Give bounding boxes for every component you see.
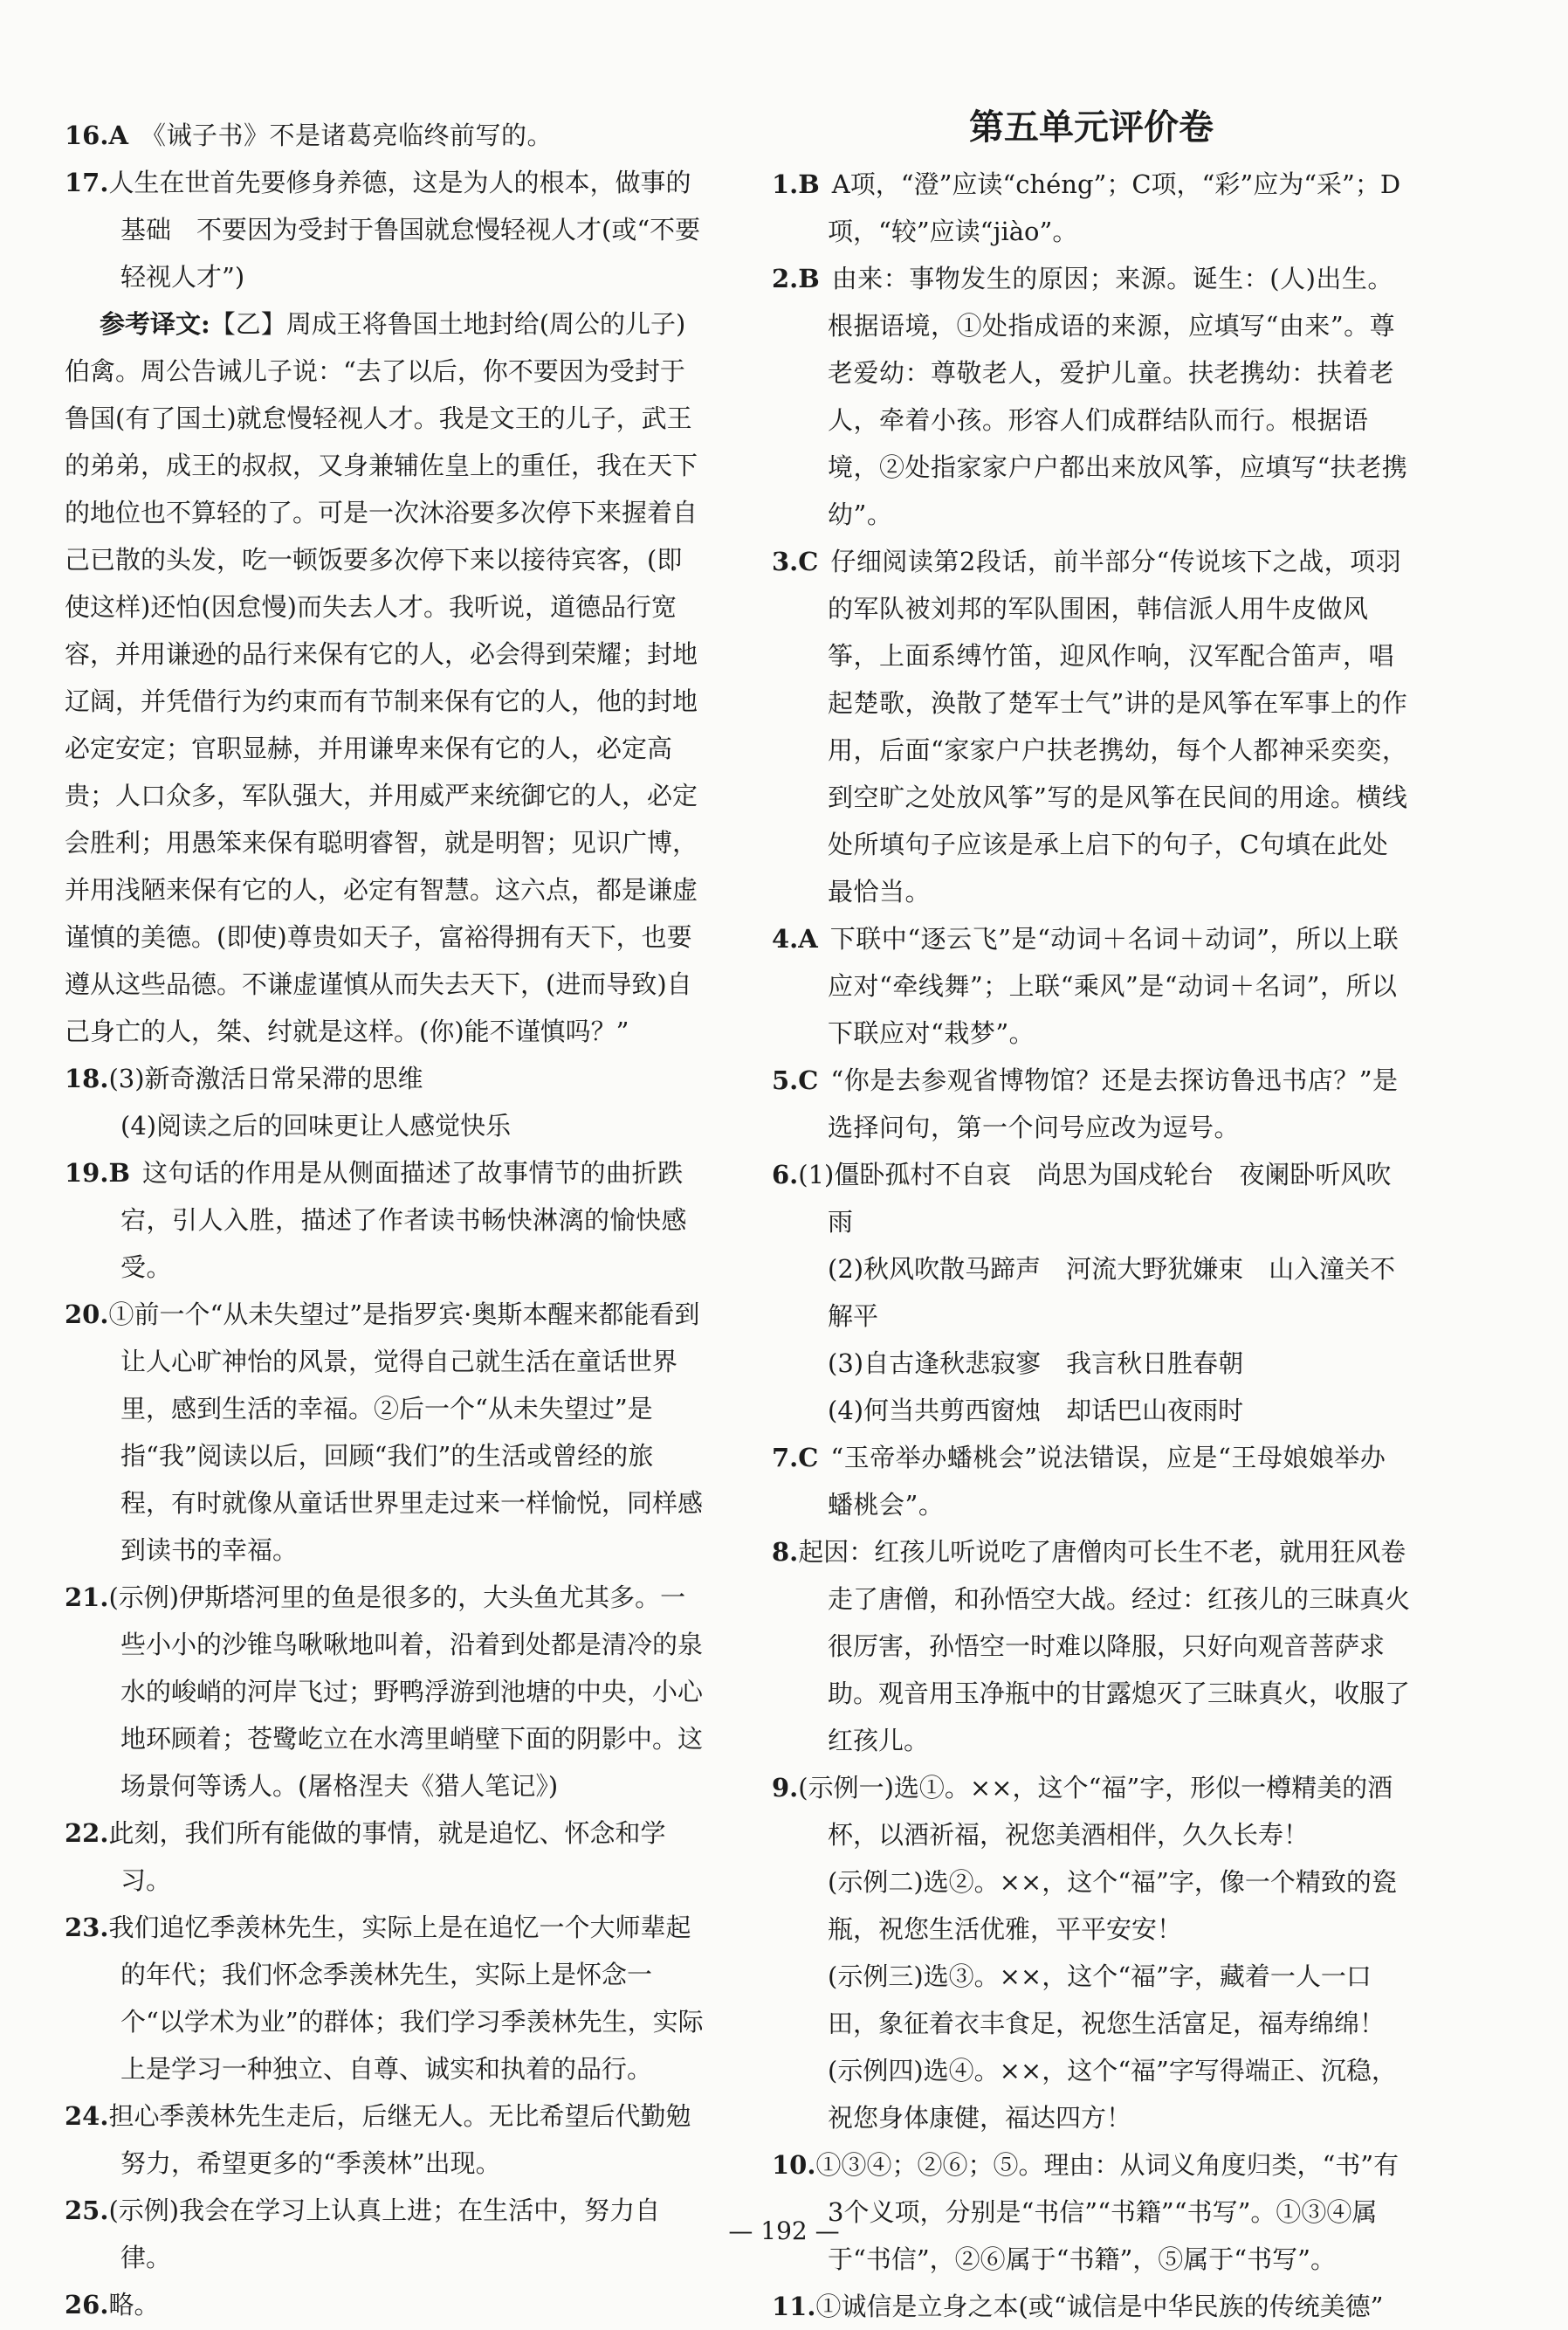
answer-r9: 9.(示例一)选①。××，这个“福”字，形似一樽精美的酒杯，以酒祈福，祝您美酒相伴，久久长寿！ (772, 1773, 1393, 1850)
answer-16: 16.A 《诫子书》不是诸葛亮临终前写的。 (65, 121, 553, 150)
answer-r4: 4.A 下联中“逐云飞”是“动词＋名词＋动词”，所以上联应对“牵线舞”；上联“乘风”是“动词＋名词”，所以下联应对“栽梦”。 (772, 924, 1400, 1048)
answer-r9-line3: (示例三)选③。××，这个“福”字，藏着一人一口田，象征着衣丰食足，祝您生活富足，福寿绵绵！ (828, 1961, 1386, 2038)
answer-r2: 2.B 由来：事物发生的原因；来源。诞生：(人)出生。根据语境，①处指成语的来源，应填写“由来”。尊老爱幼：尊敬老人，爱护儿童。扶老携幼：扶着老人，牵着小孩。形容人们成群结队而行。根据语境，②处指家家户户都出来放风筝，应填写“扶老携幼”。 (772, 264, 1408, 529)
answer-20: 20.①前一个“从未失望过”是指罗宾·奥斯本醒来都能看到让人心旷神怡的风景，觉得自己就生活在童话世界里，感到生活的幸福。②后一个“从未失望过”是指“我”阅读以后，回顾“我们”的生活或曾经的旅程，有时就像从童话世界里走过来一样愉悦，同样感到读书的幸福。 (65, 1299, 704, 1565)
left-column (65, 112, 704, 2328)
page-number: — 192 — (728, 2216, 840, 2245)
answer-r6-line3: (3)自古逢秋悲寂寥 我言秋日胜春朝 (828, 1348, 1244, 1378)
right-column (772, 107, 1411, 2330)
answer-19: 19.B 这句话的作用是从侧面描述了故事情节的曲折跌宕，引人入胜，描述了作者读书畅快淋漓的愉快感受。 (65, 1158, 688, 1282)
answer-17: 17.人生在世首先要修身养德，这是为人的根本，做事的基础 不要因为受封于鲁国就怠慢轻视人才(或“不要轻视人才”) (65, 168, 701, 292)
answer-r10: 10.①③④；②⑥；⑤。理由：从词义角度归类，“书”有3个义项，分别是“书信”“书籍”“书写”。①③④属于“书信”，②⑥属于“书籍”，⑤属于“书写”。 (772, 2150, 1400, 2274)
answer-r8: 8.起因：红孩儿听说吃了唐僧肉可长生不老，就用狂风卷走了唐僧，和孙悟空大战。经过：红孩儿的三昧真火很厉害，孙悟空一时难以降服，只好向观音菩萨求助。观音用玉净瓶中的甘露熄灭了三昧真火，收服了红孩儿。 (772, 1537, 1411, 1755)
answer-r9-line4: (示例四)选④。××，这个“福”字写得端正、沉稳，祝您身体康健，福达四方！ (828, 2056, 1397, 2133)
answer-r3: 3.C 仔细阅读第2段话，前半部分“传说垓下之战，项羽的军队被刘邦的军队围困，韩信派人用牛皮做风筝，上面系缚竹笛，迎风作响，汉军配合笛声，唱起楚歌，涣散了楚军士气”讲的是风筝在军事上的作用，后面“家家户户扶老携幼，每个人都神采奕奕，到空旷之处放风筝”写的是风筝在民间的用途。横线处所填句子应该是承上启下的句子，C句填在此处最恰当。 (772, 547, 1408, 906)
answer-r1: 1.B A项，“澄”应读“chéng”；C项，“彩”应为“采”；D项，“较”应读“jiào”。 (772, 169, 1401, 246)
answer-23: 23.我们追忆季羡林先生，实际上是在追忆一个大师辈起的年代；我们怀念季羡林先生，实际上是怀念一个“以学术为业”的群体；我们学习季羡林先生，实际上是学习一种独立、自尊、诚实和执着的品行。 (65, 1913, 704, 2084)
answer-18-line2: (4)阅读之后的回味更让人感觉快乐 (120, 1111, 512, 1141)
reference-translation: 参考译文:【乙】周成王将鲁国土地封给(周公的儿子)伯禽。周公告诫儿子说：“去了以后，你不要因为受封于鲁国(有了国土)就怠慢轻视人才。我是文王的儿子，武王的弟弟，成王的叔叔，又身兼辅佐皇上的重任，我在天下的地位也不算轻的了。可是一次沐浴要多次停下来握着自己已散的头发，吃一顿饭要多次停下来以接待宾客，(即使这样)还怕(因怠慢)而失去人才。我听说，道德品行宽容，并用谦逊的品行来保有它的人，必会得到荣耀；封地辽阔，并凭借行为约束而有节制来保有它的人，他的封地必定安定；官职显赫，并用谦卑来保有它的人，必定高贵；人口众多，军队强大，并用威严来统御它的人，必定会胜利；用愚笨来保有聪明睿智，就是明智；见识广博，并用浅陋来保有它的人，必定有智慧。这六点，都是谦虚谨慎的美德。(即使)尊贵如天子，富裕得拥有天下，也要遵从这些品德。不谦虚谨慎从而失去天下，(进而导致)自己身亡的人，桀、纣就是这样。(你)能不谨慎吗？” (65, 309, 698, 1046)
answer-r5: 5.C “你是去参观省博物馆？还是去探访鲁迅书店？”是选择问句，第一个问号应改为逗号。 (772, 1065, 1399, 1142)
answer-24: 24.担心季羡林先生走后，后继无人。无比希望后代勤勉努力，希望更多的“季羡林”出现。 (65, 2101, 691, 2178)
answer-25: 25.(示例)我会在学习上认真上进；在生活中，努力自律。 (65, 2196, 661, 2272)
answer-r6-line2: (2)秋风吹散马蹄声 河流大野犹嫌束 山入潼关不解平 (828, 1254, 1396, 1331)
answer-r7: 7.C “玉帝举办蟠桃会”说法错误，应是“王母娘娘举办蟠桃会”。 (772, 1443, 1386, 1520)
answer-22: 22.此刻，我们所有能做的事情，就是追忆、怀念和学习。 (65, 1818, 666, 1895)
answer-18: 18.(3)新奇激活日常呆滞的思维 (65, 1064, 423, 1093)
answer-r9-line2: (示例二)选②。××，这个“福”字，像一个精致的瓷瓶，祝您生活优雅，平平安安！ (828, 1867, 1397, 1944)
unit-title: 第五单元评价卷 (969, 107, 1214, 148)
answer-21: 21.(示例)伊斯塔河里的鱼是很多的，大头鱼尤其多。一些小小的沙锥鸟啾啾地叫着，沿着到处都是清冷的泉水的峻峭的河岸飞过；野鸭浮游到池塘的中央，小心地环顾着；苍鹭屹立在水湾里峭壁下面的阴影中。这场景何等诱人。(屠格涅夫《猎人笔记》) (65, 1582, 704, 1801)
answer-r6-line4: (4)何当共剪西窗烛 却话巴山夜雨时 (828, 1396, 1244, 1425)
answer-r6: 6.(1)僵卧孤村不自哀 尚思为国戍轮台 夜阑卧听风吹雨 (772, 1160, 1392, 1237)
answer-r11: 11.①诚信是立身之本(或“诚信是中华民族的传统美德” (772, 2292, 1384, 2321)
answer-26: 26.略。 (65, 2290, 160, 2320)
